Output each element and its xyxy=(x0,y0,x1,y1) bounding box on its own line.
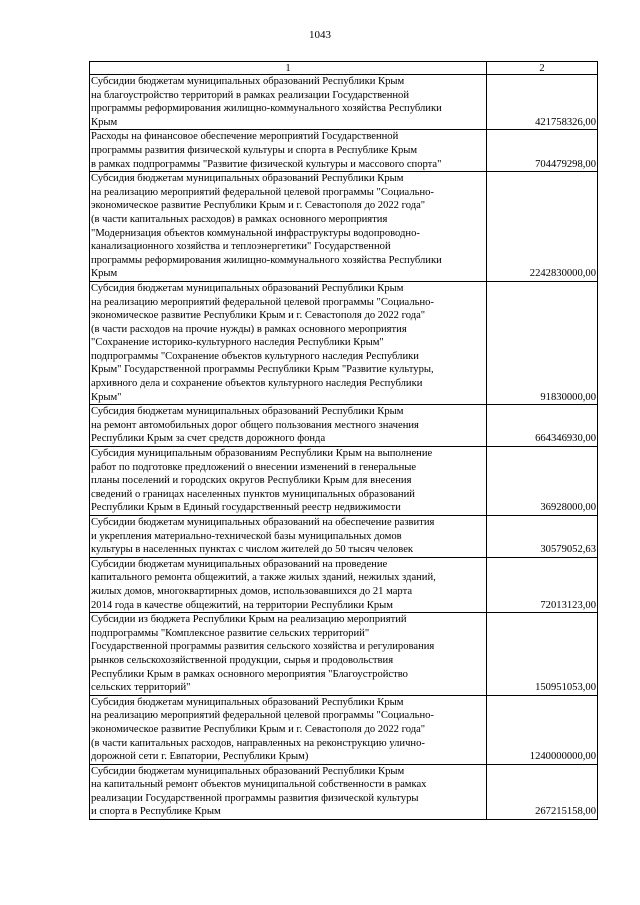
row-amount: 150951053,00 xyxy=(487,613,598,696)
row-description: Субсидия бюджетам муниципальных образований Республики Крым на реализацию мероприятий федеральной целевой программы "Социально- экономическое развитие Республики Крым и г. Севастополя до 2022 года" (в части капитальных расходов, направленных на реконструкцию улично- дорожной сети г. Евпатории, Республики Крым) xyxy=(90,695,487,764)
table-row xyxy=(90,613,598,696)
table-row xyxy=(90,695,598,764)
table-row xyxy=(90,281,598,404)
row-description: Субсидия бюджетам муниципальных образований Республики Крым на реализацию мероприятий федеральной целевой программы "Социально- экономическое развитие Республики Крым и г. Севастополя до 2022 года" (в части капитальных расходов) в рамках основного мероприятия "Модернизация объектов коммунальной инфраструктуры водопроводно- канализационного хозяйства и теплоэнергетики" Государственной программы реформирования жилищно-коммунального хозяйства Республики Крым xyxy=(90,172,487,282)
table-row xyxy=(90,557,598,612)
budget-table xyxy=(89,61,598,820)
row-description: Расходы на финансовое обеспечение мероприятий Государственной программы развития физической культуры и спорта в Республике Крым в рамках подпрограммы "Развитие физической культуры и массового спорта" xyxy=(90,130,487,172)
row-amount: 267215158,00 xyxy=(487,764,598,819)
row-amount: 421758326,00 xyxy=(487,75,598,130)
table-row xyxy=(90,172,598,282)
row-amount: 30579052,63 xyxy=(487,516,598,558)
table-header-row xyxy=(90,62,598,75)
row-description: Субсидия бюджетам муниципальных образований Республики Крым на ремонт автомобильных дорог общего пользования местного значения Республики Крым за счет средств дорожного фонда xyxy=(90,405,487,447)
row-amount: 704479298,00 xyxy=(487,130,598,172)
row-description: Субсидии из бюджета Республики Крым на реализацию мероприятий подпрограммы "Комплексное развитие сельских территорий" Государственной программы развития сельского хозяйства и регулирования рынков сельскохозяйственной продукции, сырья и продовольствия Республики Крым в рамках основного мероприятия "Благоустройство сельских территорий" xyxy=(90,613,487,696)
row-description: Субсидии бюджетам муниципальных образований Республики Крым на благоустройство территорий в рамках реализации Государственной программы реформирования жилищно-коммунального хозяйства Республики Крым xyxy=(90,75,487,130)
table-row xyxy=(90,516,598,558)
table-row xyxy=(90,405,598,447)
table-row xyxy=(90,130,598,172)
row-description: Субсидия муниципальным образованиям Республики Крым на выполнение работ по подготовке предложений о внесении изменений в генеральные планы поселений и городских округов Республики Крым для внесения сведений о границах населенных пунктов муниципальных образований Республики Крым в Единый государственный реестр недвижимости xyxy=(90,447,487,516)
row-amount: 1240000000,00 xyxy=(487,695,598,764)
row-description: Субсидии бюджетам муниципальных образований на обеспечение развития и укрепления материально-технической базы муниципальных домов культуры в населенных пунктах с числом жителей до 50 тысяч человек xyxy=(90,516,487,558)
page-number: 1043 xyxy=(309,29,331,41)
row-description: Субсидии бюджетам муниципальных образований Республики Крым на капитальный ремонт объектов муниципальной собственности в рамках реализации Государственной программы развития физической культуры и спорта в Республике Крым xyxy=(90,764,487,819)
row-amount: 91830000,00 xyxy=(487,281,598,404)
table-row xyxy=(90,75,598,130)
row-amount: 2242830000,00 xyxy=(487,172,598,282)
column-header-1: 1 xyxy=(90,62,487,75)
row-description: Субсидии бюджетам муниципальных образований на проведение капитального ремонта общежитий, а также жилых зданий, нежилых зданий, жилых домов, многоквартирных домов, использовавшихся до 21 марта 2014 года в качестве общежитий, на территории Республики Крым xyxy=(90,557,487,612)
row-amount: 36928000,00 xyxy=(487,447,598,516)
column-header-2: 2 xyxy=(487,62,598,75)
row-amount: 664346930,00 xyxy=(487,405,598,447)
table-row xyxy=(90,447,598,516)
table-row xyxy=(90,764,598,819)
row-description: Субсидия бюджетам муниципальных образований Республики Крым на реализацию мероприятий федеральной целевой программы "Социально- экономическое развитие Республики Крым и г. Севастополя до 2022 года" (в части расходов на прочие нужды) в рамках основного мероприятия "Сохранение историко-культурного наследия Республики Крым" подпрограммы "Сохранение объектов культурного наследия Республики Крым" Государственной программы Республики Крым "Развитие культуры, архивного дела и сохранение объектов культурного наследия Республики Крым" xyxy=(90,281,487,404)
row-amount: 72013123,00 xyxy=(487,557,598,612)
